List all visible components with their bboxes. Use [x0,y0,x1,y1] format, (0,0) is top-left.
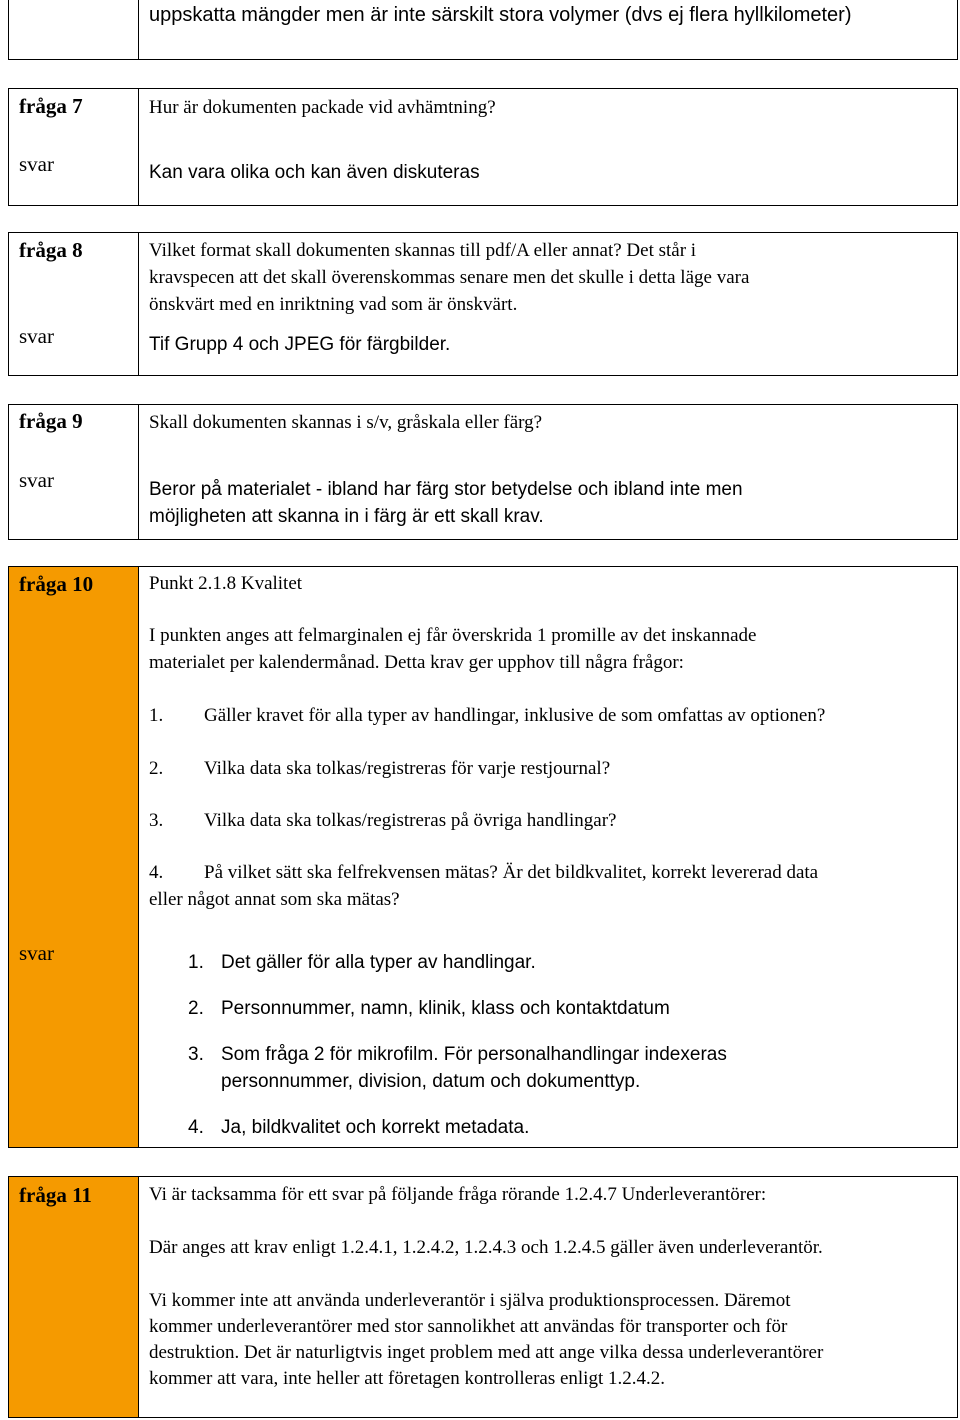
question-line: Vilket format skall dokumenten skannas till pdf/A eller annat? Det står i [149,240,697,261]
answer-line: möjligheten att skanna in i färg är ett skall krav. [149,506,544,527]
content-cell [139,233,957,375]
label-cell [9,0,139,59]
question-number: 4. [149,862,164,883]
question-label: fråga 9 [19,409,83,433]
answer-text: Tif Grupp 4 och JPEG för färgbilder. [149,334,451,355]
question-item: Gäller kravet för alla typer av handlingar, inklusive de som omfattas av optionen? [204,705,826,726]
question-item: Vilka data ska tolkas/registreras på övriga handlingar? [204,810,617,831]
content-cell [139,1177,957,1417]
content-cell [139,0,957,59]
question-text: Skall dokumenten skannas i s/v, gråskala eller färg? [149,412,543,433]
answer-label: svar [19,468,54,492]
question-item: Vilka data ska tolkas/registreras för varje restjournal? [204,758,611,779]
question-line: Vi är tacksamma för ett svar på följande fråga rörande 1.2.4.7 Underleverantörer: [149,1184,767,1205]
answer-line: Beror på materialet - ibland har färg stor betydelse och ibland inte men [149,479,743,500]
answer-number: 3. [188,1044,204,1065]
answer-line: kommer underleverantörer med stor sannolikhet att användas för transporter och för [149,1316,788,1337]
intro-line: materialet per kalendermånad. Detta krav ger upphov till några frågor: [149,652,684,673]
question-number: 1. [149,705,164,726]
question-label: fråga 8 [19,238,83,262]
question-block-8 [8,232,958,376]
content-cell [139,89,957,205]
label-cell-highlighted [9,1177,139,1417]
question-block-9 [8,404,958,540]
table-row-continuation [8,0,958,60]
question-item-continued: eller något annat som ska mätas? [149,889,400,910]
answer-item: Ja, bildkvalitet och korrekt metadata. [221,1117,530,1138]
question-block-11 [8,1176,958,1418]
label-cell [9,233,139,375]
answer-item: Personnummer, namn, klinik, klass och kontaktdatum [221,998,670,1019]
answer-label: svar [19,324,54,348]
question-item: På vilket sätt ska felfrekvensen mätas? Är det bildkvalitet, korrekt levererad data [204,862,819,883]
content-cell [139,567,957,1147]
intro-line: I punkten anges att felmarginalen ej får överskrida 1 promille av det inskannade [149,625,757,646]
question-label: fråga 7 [19,94,83,118]
answer-line: Vi kommer inte att använda underleverantör i själva produktionsprocessen. Däremot [149,1290,791,1311]
question-line: Där anges att krav enligt 1.2.4.1, 1.2.4.2, 1.2.4.3 och 1.2.4.5 gäller även underleverantör. [149,1237,823,1258]
question-block-10 [8,566,958,1148]
answer-item: Det gäller för alla typer av handlingar. [221,952,536,973]
label-cell [9,89,139,205]
answer-number: 4. [188,1117,204,1138]
question-number: 3. [149,810,164,831]
question-line: kravspecen att det skall överenskommas senare men det skulle i detta läge vara [149,267,750,288]
question-label: fråga 10 [19,572,94,596]
label-cell-highlighted [9,567,139,1147]
label-cell [9,405,139,539]
answer-number: 2. [188,998,204,1019]
question-number: 2. [149,758,164,779]
question-label: fråga 11 [19,1183,92,1207]
answer-number: 1. [188,952,204,973]
continuation-text: uppskatta mängder men är inte särskilt stora volymer (dvs ej flera hyllkilometer) [149,4,852,26]
question-block-7 [8,88,958,206]
question-line: önskvärt med en inriktning vad som är önskvärt. [149,294,518,315]
question-text: Hur är dokumenten packade vid avhämtning? [149,97,496,118]
section-heading: Punkt 2.1.8 Kvalitet [149,573,303,594]
answer-line: kommer att vara, inte heller att företagen kontrolleras enligt 1.2.4.2. [149,1368,665,1389]
answer-item: Som fråga 2 för mikrofilm. För personalhandlingar indexeras [221,1044,727,1065]
answer-label: svar [19,152,54,176]
answer-label: svar [19,941,54,965]
answer-text: Kan vara olika och kan även diskuteras [149,162,480,183]
content-cell [139,405,957,539]
answer-item-continued: personnummer, division, datum och dokumenttyp. [221,1071,641,1092]
answer-line: destruktion. Det är naturligtvis inget problem med att ange vilka dessa underleverantörer [149,1342,824,1363]
